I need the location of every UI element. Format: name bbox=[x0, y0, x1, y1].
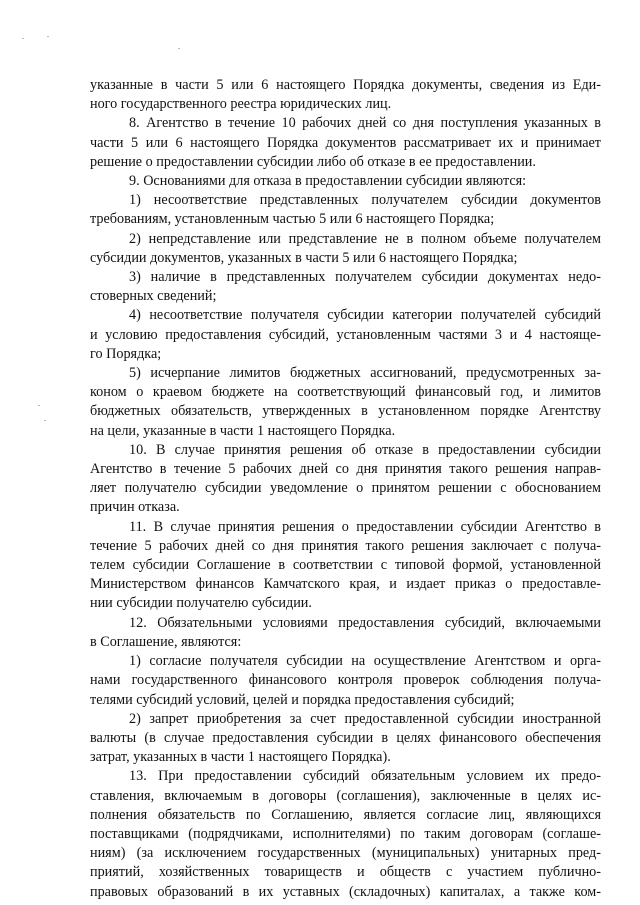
text-line: нии субсидии получателю субсидии. bbox=[90, 595, 312, 612]
text-line: требованиям, установленным частью 5 или 6 настоящего Порядка; bbox=[90, 211, 495, 228]
text-line: 9. Основаниями для отказа в предоставлении субсидии являются: bbox=[129, 173, 527, 190]
text-line: затрат, указанных в части 1 настоящего Порядка). bbox=[90, 749, 391, 766]
text-line: бюджетных обязательств, утвержденных в установленном порядке Агентству bbox=[90, 403, 601, 420]
scan-speck bbox=[47, 36, 49, 37]
text-line: коном о краевом бюджете на соответствующий финансовый год, и лимитов bbox=[90, 384, 601, 401]
text-line: 3) наличие в представленных получателем субсидии документах недо- bbox=[129, 269, 601, 286]
text-line: приятий, хозяйственных товариществ и обществ с участием публично- bbox=[90, 864, 601, 881]
text-line: Министерством финансов Камчатского края, и издает приказ о предоставле- bbox=[90, 576, 601, 593]
text-line: и условию предоставления субсидий, установленным частями 3 и 4 настояще- bbox=[90, 326, 601, 343]
text-line: течение 5 рабочих дней со дня принятия такого решения заключает с получа- bbox=[90, 537, 601, 554]
scan-speck bbox=[44, 420, 46, 421]
scan-speck bbox=[38, 405, 40, 406]
document-body-text bbox=[90, 76, 601, 902]
text-line: в Соглашение, являются: bbox=[90, 633, 242, 650]
scan-speck bbox=[22, 38, 24, 39]
text-line: 2) непредставление или представление не в полном объеме получателем bbox=[129, 230, 601, 247]
text-line: части 5 или 6 настоящего Порядка документов рассматривает их и принимает bbox=[90, 134, 601, 151]
text-line: правовых образований в их уставных (складочных) капиталах, а также ком- bbox=[90, 883, 601, 900]
text-line: ляет получателю субсидии уведомление о принятом решении с обоснованием bbox=[90, 480, 601, 497]
text-line: полнения обязательств по Соглашению, является согласие лиц, являющихся bbox=[90, 806, 601, 823]
text-line: 8. Агентство в течение 10 рабочих дней со дня поступления указанных в bbox=[129, 115, 601, 132]
text-line: субсидии документов, указанных в части 5 или 6 настоящего Порядка; bbox=[90, 249, 518, 266]
scan-speck bbox=[178, 48, 180, 49]
text-line: ставления, включаемым в договоры (соглашения), заключенные в целях ис- bbox=[90, 787, 601, 804]
text-line: ного государственного реестра юридических лиц. bbox=[90, 96, 392, 113]
text-line: решение о предоставлении субсидии либо об отказе в ее предоставлении. bbox=[90, 153, 536, 170]
text-line: 4) несоответствие получателя субсидии категории получателей субсидий bbox=[129, 307, 601, 324]
text-line: телями субсидий условий, целей и порядка предоставления субсидий; bbox=[90, 691, 515, 708]
text-line: 13. При предоставлении субсидий обязательным условием их предо- bbox=[129, 768, 601, 785]
text-line: 1) согласие получателя субсидии на осуществление Агентством и орга- bbox=[129, 653, 601, 670]
text-line: указанные в части 5 или 6 настоящего Порядка документы, сведения из Еди- bbox=[90, 77, 601, 93]
text-line: 11. В случае принятия решения о предоставлении субсидии Агентство в bbox=[129, 518, 601, 535]
text-line: поставщиками (подрядчиками, исполнителями) по таким договорам (соглаше- bbox=[90, 825, 601, 842]
text-line: телем субсидии Соглашение в соответствии с типовой формой, установленной bbox=[90, 557, 601, 574]
text-line: 1) несоответствие представленных получателем субсидии документов bbox=[129, 192, 601, 209]
text-line: го Порядка; bbox=[90, 345, 162, 362]
text-line: Агентство в течение 5 рабочих дней со дня принятия такого решения направ- bbox=[90, 461, 601, 478]
text-line: причин отказа. bbox=[90, 499, 180, 516]
text-line: 2) запрет приобретения за счет предоставленной субсидии иностранной bbox=[129, 710, 601, 727]
text-line: 12. Обязательными условиями предоставления субсидий, включаемыми bbox=[129, 614, 601, 631]
text-line: нами государственного финансового контроля проверок соблюдения получа- bbox=[90, 672, 601, 689]
text-line: ниям) (за исключением государственных (муниципальных) унитарных пред- bbox=[90, 845, 601, 862]
text-line: 5) исчерпание лимитов бюджетных ассигнований, предусмотренных за- bbox=[129, 365, 601, 382]
text-line: на цели, указанные в части 1 настоящего Порядка. bbox=[90, 422, 396, 439]
text-line: 10. В случае принятия решения об отказе в предоставлении субсидии bbox=[129, 441, 601, 458]
text-line: валюты (в случае предоставления субсидии в целях финансового обеспечения bbox=[90, 729, 601, 746]
text-line: стоверных сведений; bbox=[90, 288, 217, 305]
